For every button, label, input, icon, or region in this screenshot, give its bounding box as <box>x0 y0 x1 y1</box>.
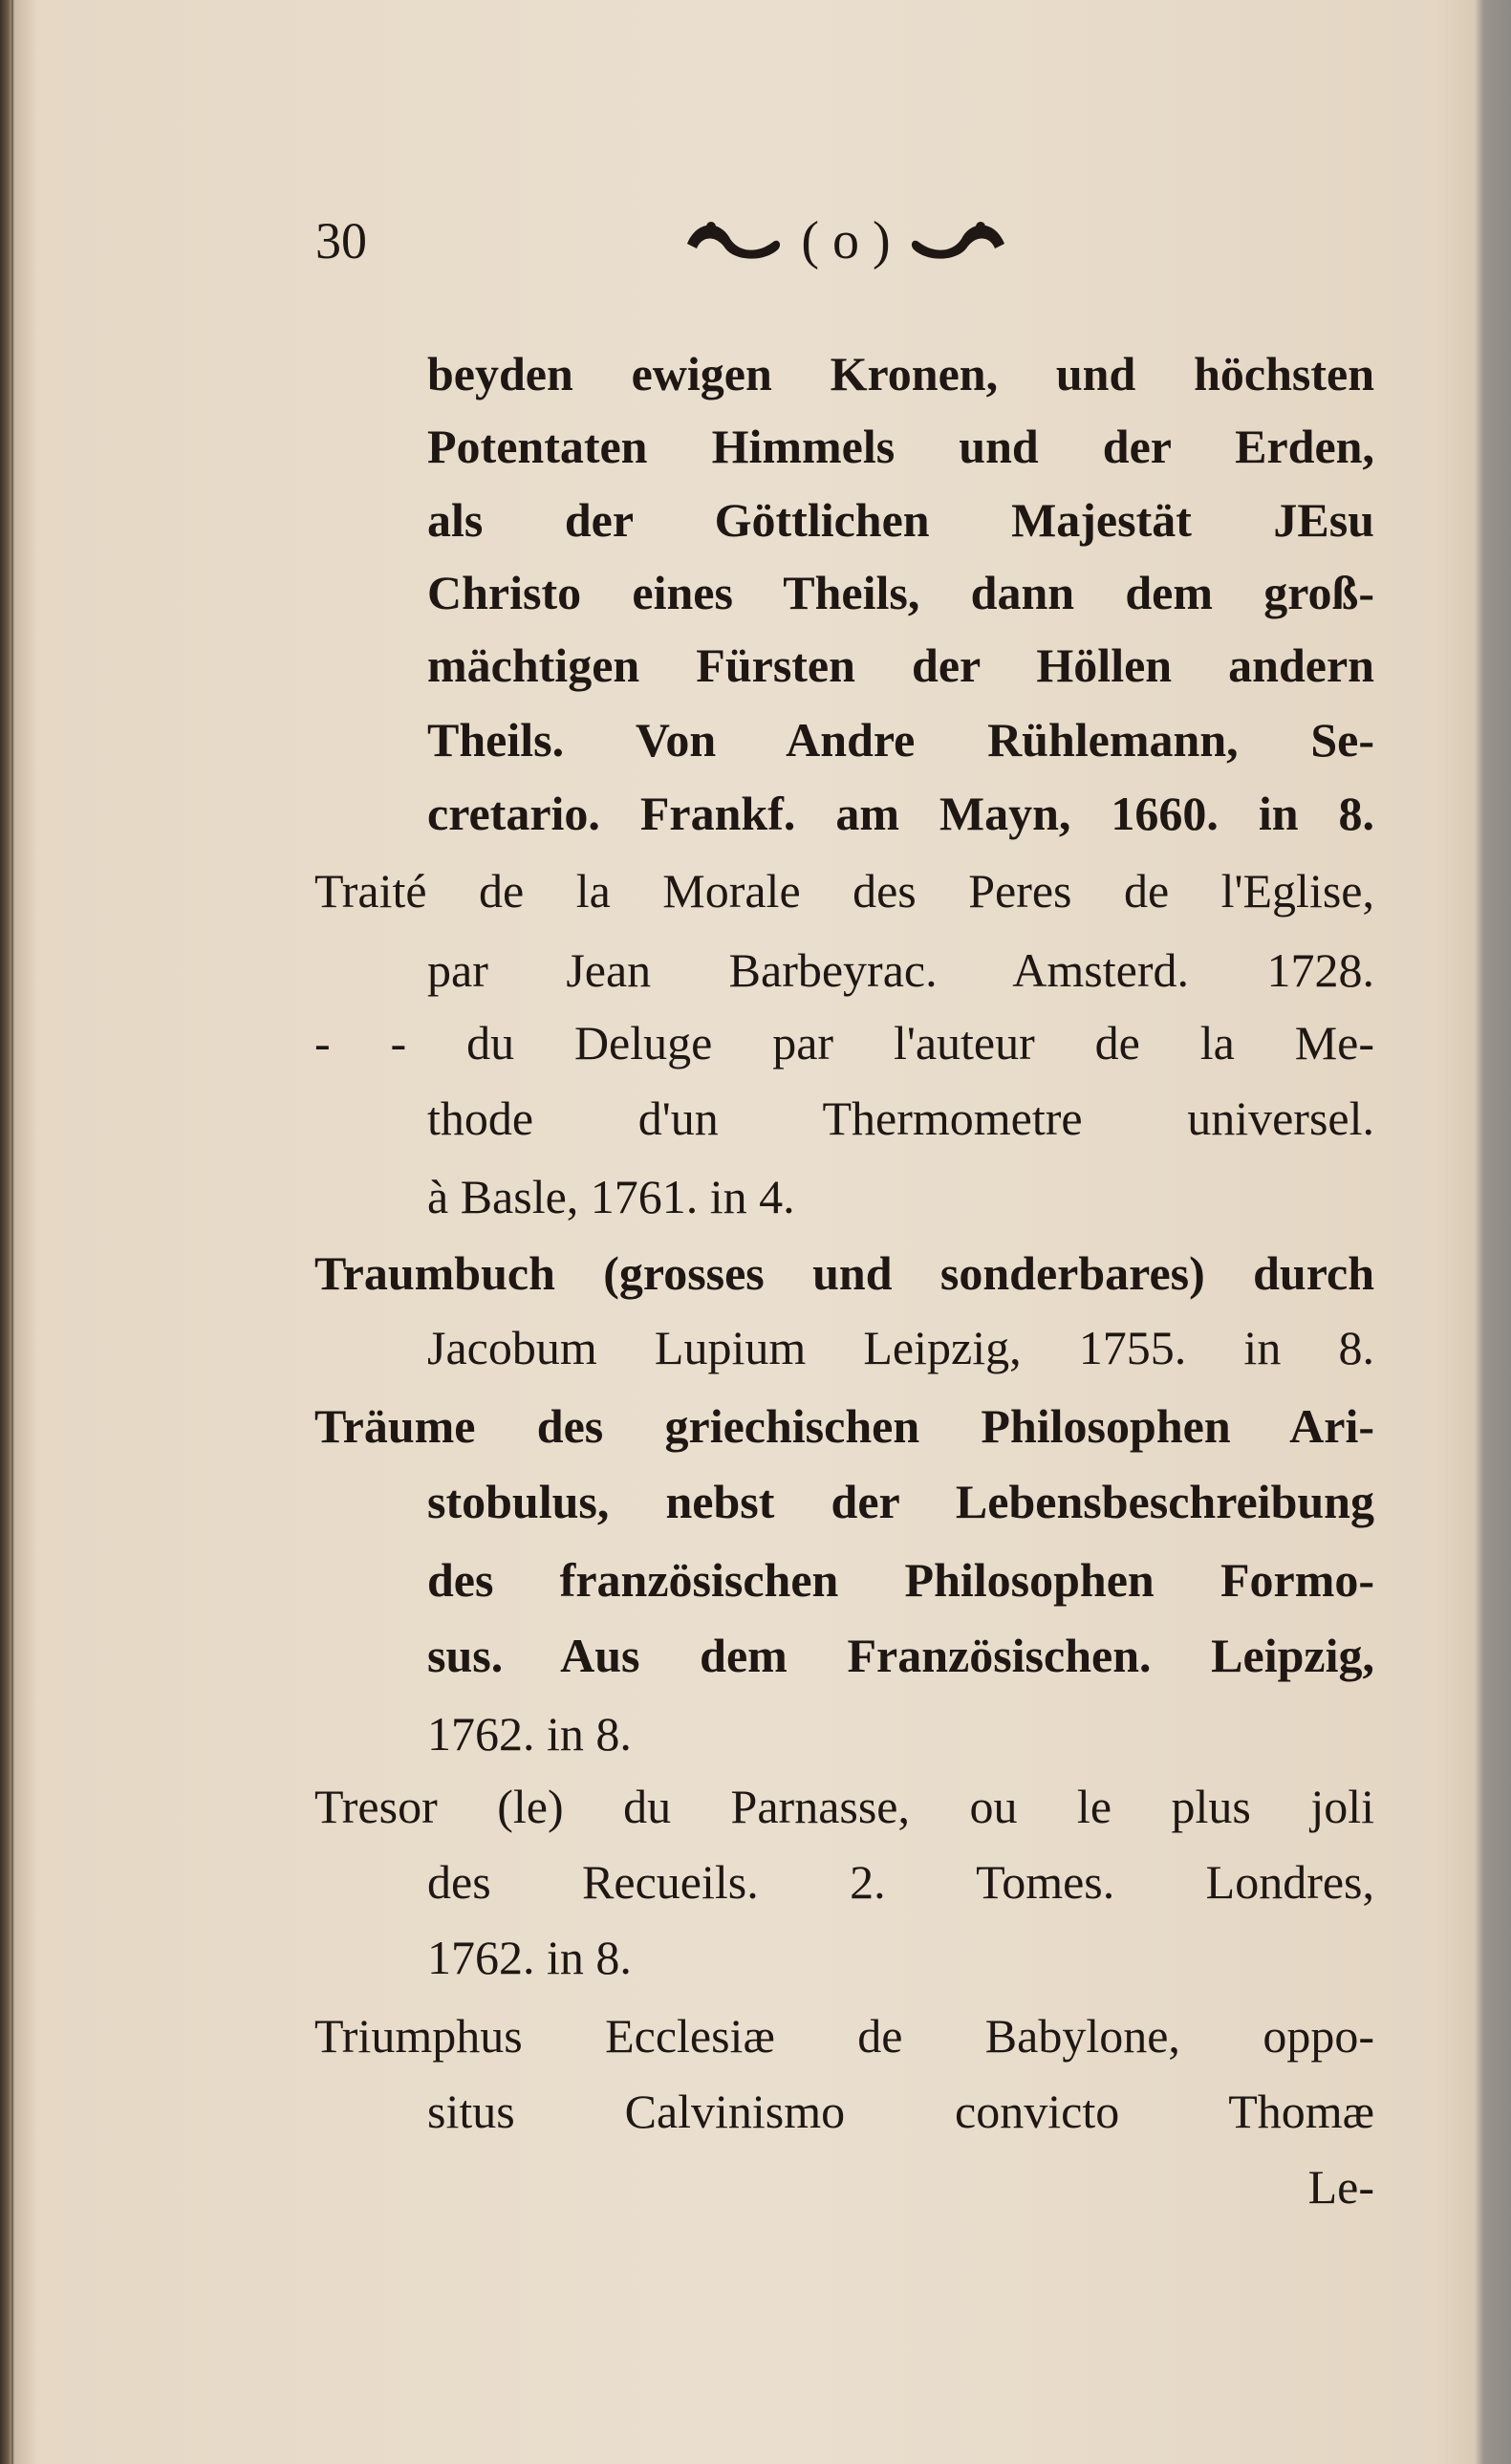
text-line: stobulus, nebst der Lebensbeschreibung <box>427 1475 1374 1528</box>
text-line: situs Calvinismo convicto Thomæ <box>427 2085 1374 2138</box>
text-line: Christo eines Theils, dann dem groß- <box>427 566 1374 619</box>
text-line: à Basle, 1761. in 4. <box>427 1170 795 1223</box>
text-line: beyden ewigen Kronen, und höchsten <box>427 347 1374 400</box>
text-line: sus. Aus dem Französischen. Leipzig, <box>427 1629 1374 1682</box>
binding-edge <box>11 0 13 2464</box>
binding-edge <box>4 0 6 2464</box>
text-line: Jacobum Lupium Leipzig, 1755. in 8. <box>427 1321 1374 1374</box>
text-line: par Jean Barbeyrac. Amsterd. 1728. <box>427 943 1374 997</box>
text-line: des Recueils. 2. Tomes. Londres, <box>427 1855 1374 1909</box>
text-line: Theils. Von Andre Rühlemann, Se- <box>427 713 1374 767</box>
entry-line: - - du Deluge par l'auteur de la Me- <box>314 1016 1374 1070</box>
text-line: als der Göttlichen Majestät JEsu <box>427 493 1374 547</box>
entry-line: Träume des griechischen Philosophen Ari- <box>314 1399 1374 1453</box>
text-line: des französischen Philosophen Formo- <box>427 1553 1374 1607</box>
text-line: 1762. in 8. <box>427 1931 632 1984</box>
page-number: 30 <box>315 212 367 270</box>
catchword: Le- <box>1307 2160 1374 2214</box>
flourish-right-icon <box>904 215 1009 267</box>
entry-line: Triumphus Ecclesiæ de Babylone, oppo- <box>314 2009 1374 2063</box>
text-line: Potentaten Himmels und der Erden, <box>427 420 1374 473</box>
entry-line: Tresor (le) du Parnasse, ou le plus joli <box>314 1780 1374 1833</box>
entry-line: Traumbuch (grosses und sonderbares) durch <box>314 1246 1374 1300</box>
flourish-left-icon <box>682 215 788 267</box>
text-line: 1762. in 8. <box>427 1707 632 1761</box>
entry-line: Traité de la Morale des Peres de l'Eglise, <box>314 864 1374 918</box>
header-ornament <box>626 203 1066 279</box>
ornament-text: ( o ) <box>801 211 891 270</box>
text-line: thode d'un Thermometre universel. <box>427 1092 1374 1145</box>
text-line: mächtigen Fürsten der Höllen andern <box>427 638 1374 692</box>
text-line: cretario. Frankf. am Mayn, 1660. in 8. <box>427 787 1374 840</box>
